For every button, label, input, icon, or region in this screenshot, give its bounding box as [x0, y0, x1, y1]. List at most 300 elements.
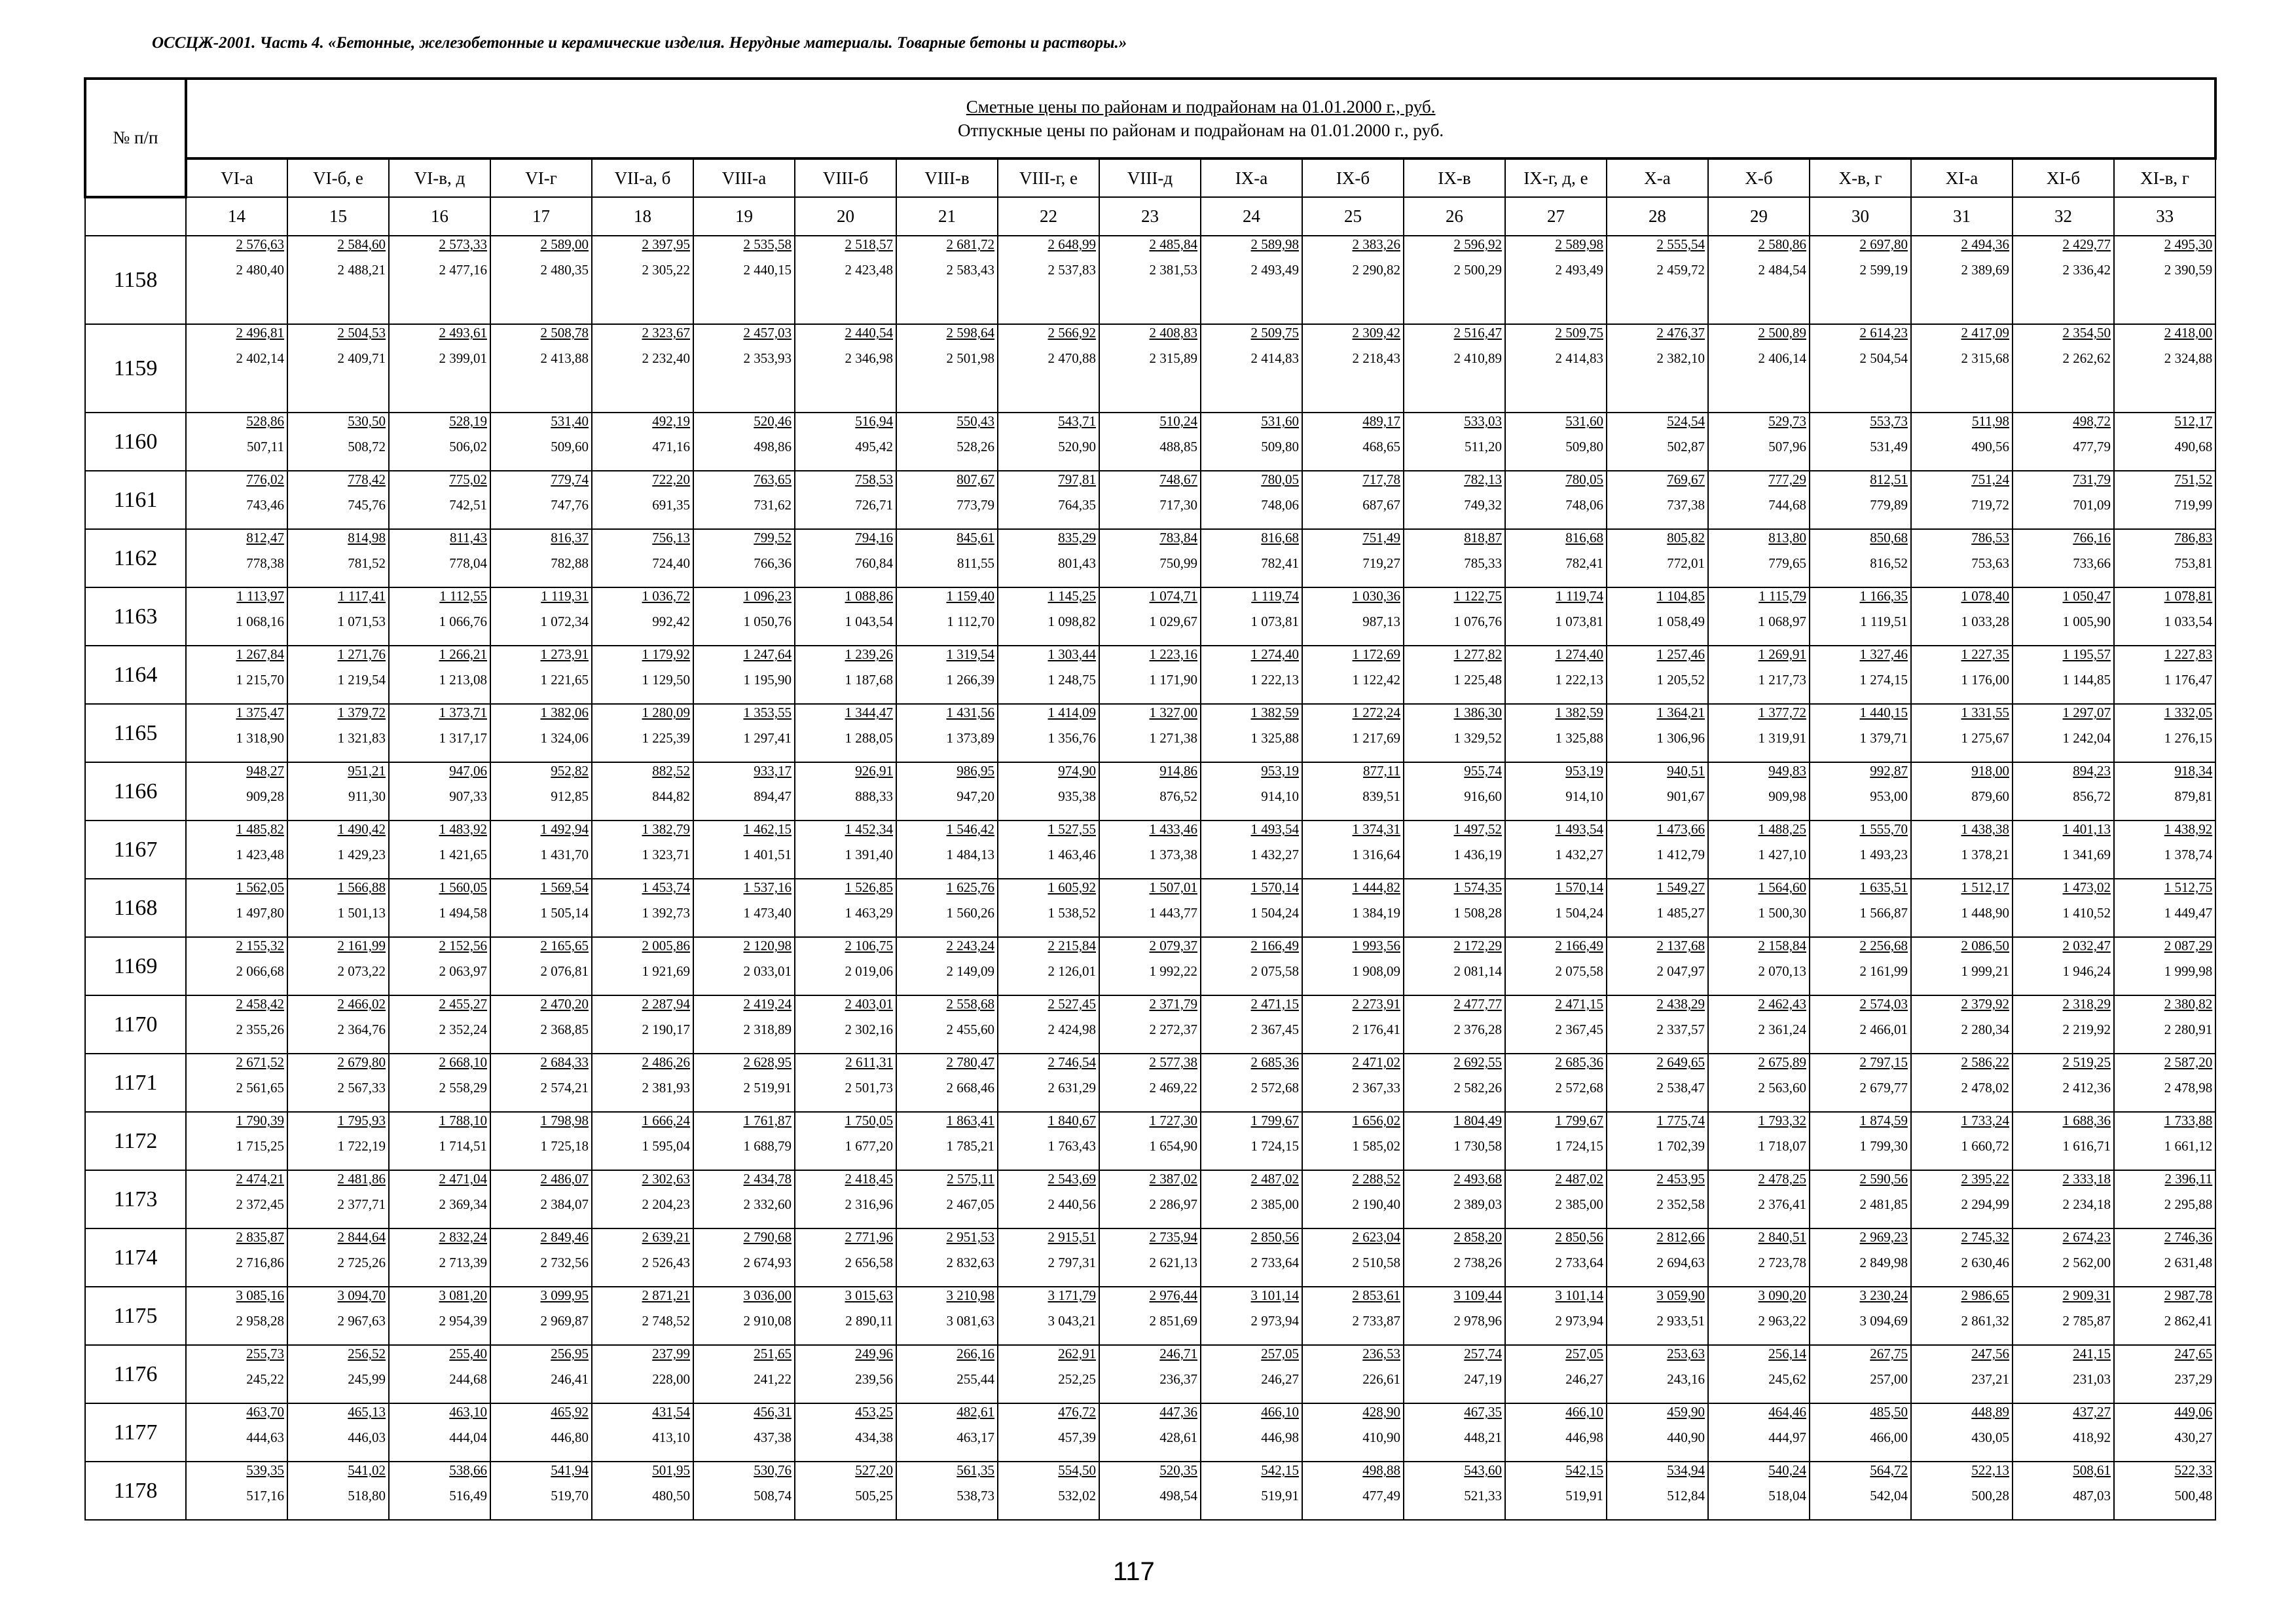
price-cell: [1607, 236, 1708, 324]
column-number: 26: [1404, 197, 1505, 236]
price-cell: [896, 471, 998, 529]
estimated-price: 561,35: [957, 1462, 994, 1478]
release-price: 1 144,85: [2062, 672, 2111, 688]
price-cell: [1708, 762, 1810, 821]
estimated-price: 1 570,14: [1250, 879, 1299, 895]
release-price: 2 537,83: [1048, 262, 1096, 278]
price-cell: [896, 236, 998, 324]
release-price: 444,97: [1768, 1430, 1806, 1445]
estimated-price: 940,51: [1667, 763, 1705, 779]
release-price: 1 356,76: [1048, 730, 1096, 746]
price-cell: [998, 587, 1099, 646]
estimated-price: 492,19: [652, 413, 690, 429]
estimated-price: 2 566,92: [1048, 325, 1096, 341]
release-price: 1 401,51: [743, 847, 792, 862]
release-price: 909,98: [1768, 788, 1806, 804]
release-price: 2 572,68: [1555, 1080, 1603, 1096]
estimated-price: 2 844,64: [337, 1229, 386, 1245]
estimated-price: 1 030,36: [1352, 588, 1400, 604]
price-cell: [287, 1287, 389, 1345]
estimated-price: 512,17: [2174, 413, 2213, 429]
estimated-price: 1 492,94: [540, 821, 589, 837]
row-number: 1165: [85, 704, 186, 762]
release-price: 519,91: [1261, 1488, 1299, 1504]
estimated-price: 2 576,63: [236, 236, 284, 252]
release-price: 516,49: [449, 1488, 487, 1504]
estimated-price: 756,13: [652, 530, 690, 545]
estimated-price: 2 858,20: [1453, 1229, 1502, 1245]
price-cell: [592, 937, 693, 995]
release-price: 2 459,72: [1656, 262, 1705, 278]
release-price: 844,82: [652, 788, 690, 804]
release-price: 749,32: [1464, 497, 1502, 513]
estimated-price: 2 087,29: [2164, 938, 2213, 953]
price-cell: [896, 1112, 998, 1170]
release-price: 2 733,64: [1555, 1255, 1603, 1270]
release-price: 2 954,39: [439, 1313, 487, 1329]
release-price: 2 367,45: [1555, 1022, 1603, 1037]
release-price: 446,03: [348, 1430, 386, 1445]
release-price: 1 222,13: [1250, 672, 1299, 688]
release-price: 2 076,81: [540, 963, 589, 979]
release-price: 1 538,52: [1048, 905, 1096, 921]
release-price: 879,60: [1971, 788, 2009, 804]
release-price: 509,80: [1565, 439, 1603, 454]
price-cell: [287, 587, 389, 646]
release-price: 2 390,59: [2164, 262, 2213, 278]
estimated-price: 448,89: [1971, 1404, 2009, 1420]
release-price: 2 748,52: [642, 1313, 690, 1329]
release-price: 477,49: [1362, 1488, 1400, 1504]
price-cell: [2013, 821, 2114, 879]
row-number: 1166: [85, 762, 186, 821]
estimated-price: 2 850,56: [1555, 1229, 1603, 1245]
estimated-price: 2 519,25: [2062, 1054, 2111, 1070]
estimated-price: 2 840,51: [1758, 1229, 1806, 1245]
table-row: [85, 413, 2215, 471]
estimated-price: 1 227,35: [1961, 646, 2009, 662]
price-cell: [186, 821, 287, 879]
price-cell: [2013, 995, 2114, 1054]
region-header: VIII-г, е: [998, 158, 1099, 197]
estimated-price: 2 543,69: [1048, 1171, 1096, 1187]
estimated-price: 2 681,72: [946, 236, 994, 252]
estimated-price: 1 274,40: [1555, 646, 1603, 662]
estimated-price: 1 036,72: [642, 588, 690, 604]
price-cell: [1911, 587, 2013, 646]
price-cell: [2013, 937, 2114, 995]
estimated-price: 1 493,54: [1555, 821, 1603, 837]
release-price: 2 674,93: [743, 1255, 792, 1270]
release-price: 779,65: [1768, 555, 1806, 571]
estimated-price: 262,91: [1058, 1346, 1096, 1361]
estimated-price: 2 288,52: [1352, 1171, 1400, 1187]
estimated-price: 485,50: [1870, 1404, 1908, 1420]
release-price: 520,90: [1058, 439, 1096, 454]
estimated-prices-title: Сметные цены по районам и подрайонам на 01.01.2000 г., руб.: [966, 97, 1436, 117]
release-price: 1 271,38: [1149, 730, 1197, 746]
estimated-price: 2 155,32: [236, 938, 284, 953]
release-price: 1 421,65: [439, 847, 487, 862]
estimated-price: 543,71: [1058, 413, 1096, 429]
release-price: 1 378,21: [1961, 847, 2009, 862]
release-price: 811,55: [957, 555, 994, 571]
price-table: [84, 77, 2217, 1521]
estimated-price: 2 745,32: [1961, 1229, 2009, 1245]
estimated-price: 2 614,23: [1859, 325, 1908, 341]
estimated-price: 1 119,74: [1556, 588, 1603, 604]
estimated-price: 1 122,75: [1453, 588, 1502, 604]
estimated-price: 1 795,93: [337, 1113, 386, 1128]
estimated-price: 2 684,33: [540, 1054, 589, 1070]
price-cell: [2013, 646, 2114, 704]
column-number: 20: [795, 197, 896, 236]
release-price: 766,36: [754, 555, 792, 571]
region-header: VIII-а: [693, 158, 795, 197]
estimated-price: 1 635,51: [1859, 879, 1908, 895]
estimated-price: 531,60: [1261, 413, 1299, 429]
estimated-price: 2 309,42: [1352, 325, 1400, 341]
region-header: VIII-в: [896, 158, 998, 197]
price-cell: [592, 1112, 693, 1170]
price-cell: [1607, 762, 1708, 821]
estimated-price: 1 382,59: [1250, 705, 1299, 720]
price-cell: [1404, 1345, 1505, 1403]
price-cell: [1505, 704, 1607, 762]
price-cell: [693, 236, 795, 324]
estimated-price: 3 230,24: [1859, 1287, 1908, 1303]
price-cell: [2013, 1462, 2114, 1520]
release-price: 1 429,23: [337, 847, 386, 862]
estimated-price: 2 086,50: [1961, 938, 2009, 953]
estimated-price: 914,86: [1159, 763, 1197, 779]
price-cell: [1911, 704, 2013, 762]
price-cell: [693, 587, 795, 646]
estimated-price: 2 471,02: [1352, 1054, 1400, 1070]
region-header: X-б: [1708, 158, 1810, 197]
estimated-price: 247,65: [2174, 1346, 2213, 1361]
release-price: 856,72: [2073, 788, 2111, 804]
price-cell: [2114, 236, 2215, 324]
price-cell: [1708, 821, 1810, 879]
price-cell: [1099, 879, 1201, 937]
price-cell: [1302, 1403, 1404, 1462]
table-row: [85, 995, 2215, 1054]
release-price: 239,56: [855, 1371, 893, 1387]
estimated-price: 1 453,74: [642, 879, 690, 895]
estimated-price: 251,65: [754, 1346, 792, 1361]
release-price: 785,33: [1464, 555, 1502, 571]
estimated-price: 542,15: [1565, 1462, 1603, 1478]
estimated-price: 1 195,57: [2062, 646, 2111, 662]
estimated-price: 2 668,10: [439, 1054, 487, 1070]
release-price: 2 797,31: [1048, 1255, 1096, 1270]
column-number: 24: [1201, 197, 1302, 236]
price-cell: [795, 587, 896, 646]
price-cell: [998, 413, 1099, 471]
release-price: 1 319,91: [1758, 730, 1806, 746]
release-price: 1 373,38: [1149, 847, 1197, 862]
release-price: 1 306,96: [1656, 730, 1705, 746]
price-cell: [693, 1054, 795, 1112]
price-cell: [1404, 1054, 1505, 1112]
estimated-price: 1 804,49: [1453, 1113, 1502, 1128]
release-price: 2 668,46: [946, 1080, 994, 1096]
release-price: 2 414,83: [1250, 350, 1299, 366]
estimated-price: 918,00: [1971, 763, 2009, 779]
release-price: 430,05: [1971, 1430, 2009, 1445]
estimated-price: 2 243,24: [946, 938, 994, 953]
release-price: 2 599,19: [1859, 262, 1908, 278]
estimated-price: 1 433,46: [1149, 821, 1197, 837]
price-cell: [1302, 1287, 1404, 1345]
price-cell: [287, 704, 389, 762]
price-cell: [389, 1170, 490, 1228]
release-price: 1 595,04: [642, 1138, 690, 1154]
release-price: 719,72: [1971, 497, 2009, 513]
release-price: 778,38: [246, 555, 284, 571]
price-cell: [2114, 413, 2215, 471]
release-price: 2 493,49: [1250, 262, 1299, 278]
release-price: 2 694,63: [1656, 1255, 1705, 1270]
estimated-price: 2 649,65: [1656, 1054, 1705, 1070]
table-row: [85, 471, 2215, 529]
release-price: 2 410,89: [1453, 350, 1502, 366]
estimated-price: 2 215,84: [1048, 938, 1096, 953]
price-cell: [1911, 879, 2013, 937]
table-row: [85, 1054, 2215, 1112]
price-cell: [389, 1228, 490, 1287]
release-price: 1 068,97: [1758, 614, 1806, 629]
estimated-price: 949,83: [1768, 763, 1806, 779]
price-cell: [389, 1287, 490, 1345]
price-cell: [1810, 937, 1911, 995]
estimated-price: 3 094,70: [337, 1287, 386, 1303]
estimated-price: 2 387,02: [1149, 1171, 1197, 1187]
price-cell: [998, 1054, 1099, 1112]
estimated-price: 2 457,03: [743, 325, 792, 341]
release-price: 2 336,42: [2062, 262, 2111, 278]
estimated-price: 2 587,20: [2164, 1054, 2213, 1070]
release-price: 2 963,22: [1758, 1313, 1806, 1329]
column-number-row: [85, 197, 2215, 236]
estimated-price: 2 106,75: [845, 938, 893, 953]
release-price: 2 510,58: [1352, 1255, 1400, 1270]
price-cell: [287, 413, 389, 471]
release-price: 753,63: [1971, 555, 2009, 571]
estimated-price: 1 493,54: [1250, 821, 1299, 837]
estimated-price: 2 574,03: [1859, 996, 1908, 1012]
estimated-price: 2 032,47: [2062, 938, 2111, 953]
release-price: 2 066,68: [236, 963, 284, 979]
price-cell: [1607, 704, 1708, 762]
estimated-price: 541,02: [348, 1462, 386, 1478]
price-cell: [1607, 646, 1708, 704]
estimated-price: 482,61: [957, 1404, 994, 1420]
estimated-price: 775,02: [449, 471, 487, 487]
price-cell: [998, 646, 1099, 704]
price-cell: [490, 646, 592, 704]
release-price: 1 176,47: [2164, 672, 2213, 688]
release-price: 1 225,48: [1453, 672, 1502, 688]
release-price: 1 248,75: [1048, 672, 1096, 688]
price-cell: [1708, 1462, 1810, 1520]
release-price: 2 337,57: [1656, 1022, 1705, 1037]
price-cell: [1810, 236, 1911, 324]
release-price: 1 072,34: [540, 614, 589, 629]
estimated-price: 3 109,44: [1453, 1287, 1502, 1303]
price-cell: [1810, 1462, 1911, 1520]
estimated-price: 2 287,94: [642, 996, 690, 1012]
price-cell: [1302, 879, 1404, 937]
release-price: 2 385,00: [1555, 1196, 1603, 1212]
release-price: 2 033,01: [743, 963, 792, 979]
price-cell: [1607, 587, 1708, 646]
price-cell: [1099, 529, 1201, 587]
estimated-price: 522,13: [1971, 1462, 2009, 1478]
price-cell: [1505, 1345, 1607, 1403]
estimated-price: 1 115,79: [1758, 588, 1806, 604]
release-price: 2 582,26: [1453, 1080, 1502, 1096]
estimated-price: 1 269,91: [1758, 646, 1806, 662]
estimated-price: 1 379,72: [337, 705, 386, 720]
price-cell: [1201, 1112, 1302, 1170]
estimated-price: 2 623,04: [1352, 1229, 1400, 1245]
estimated-price: 2 812,66: [1656, 1229, 1705, 1245]
estimated-price: 520,46: [754, 413, 792, 429]
price-cell: [186, 1054, 287, 1112]
estimated-price: 1 386,30: [1453, 705, 1502, 720]
release-price: 935,38: [1058, 788, 1096, 804]
estimated-price: 1 271,76: [337, 646, 386, 662]
price-cell: [2114, 937, 2215, 995]
release-price: 907,33: [449, 788, 487, 804]
price-cell: [1911, 1170, 2013, 1228]
estimated-price: 812,47: [246, 530, 284, 545]
release-price: 816,52: [1870, 555, 1908, 571]
estimated-price: 1 303,44: [1048, 646, 1096, 662]
release-price: 748,06: [1261, 497, 1299, 513]
price-cell: [795, 646, 896, 704]
release-price: 2 332,60: [743, 1196, 792, 1212]
estimated-price: 1 438,38: [1961, 821, 2009, 837]
price-cell: [186, 762, 287, 821]
region-header: XI-в, г: [2114, 158, 2215, 197]
release-price: 1 222,13: [1555, 672, 1603, 688]
release-price: 772,01: [1667, 555, 1705, 571]
estimated-price: 2 417,09: [1961, 325, 2009, 341]
price-cell: [896, 1054, 998, 1112]
estimated-price: 1 078,40: [1961, 588, 2009, 604]
release-price: 3 094,69: [1859, 1313, 1908, 1329]
region-header: VI-б, е: [287, 158, 389, 197]
estimated-price: 1 790,39: [236, 1113, 284, 1128]
release-price: 2 352,58: [1656, 1196, 1705, 1212]
release-price: 1 288,05: [845, 730, 893, 746]
price-cell: [693, 1462, 795, 1520]
release-price: 245,22: [246, 1371, 284, 1387]
release-price: 2 481,85: [1859, 1196, 1908, 1212]
release-price: 2 385,00: [1250, 1196, 1299, 1212]
column-number: 17: [490, 197, 592, 236]
estimated-price: 1 273,91: [540, 646, 589, 662]
estimated-price: 1 377,72: [1758, 705, 1806, 720]
release-price: 1 412,79: [1656, 847, 1705, 862]
estimated-price: 1 267,84: [236, 646, 284, 662]
estimated-price: 2 395,22: [1961, 1171, 2009, 1187]
price-cell: [490, 704, 592, 762]
release-price: 1 392,73: [642, 905, 690, 921]
estimated-price: 453,25: [855, 1404, 893, 1420]
release-price: 480,50: [652, 1488, 690, 1504]
release-price: 506,02: [449, 439, 487, 454]
price-cell: [1302, 995, 1404, 1054]
release-price: 444,63: [246, 1430, 284, 1445]
estimated-price: 2 969,23: [1859, 1229, 1908, 1245]
estimated-price: 835,29: [1058, 530, 1096, 545]
price-cell: [795, 1112, 896, 1170]
price-cell: [795, 1228, 896, 1287]
release-price: 517,16: [246, 1488, 284, 1504]
estimated-price: 1 549,27: [1656, 879, 1705, 895]
release-price: 747,76: [551, 497, 589, 513]
release-price: 2 070,13: [1758, 963, 1806, 979]
release-price: 521,33: [1464, 1488, 1502, 1504]
release-price: 1 029,67: [1149, 614, 1197, 629]
release-price: 1 217,69: [1352, 730, 1400, 746]
price-cell: [1505, 1287, 1607, 1345]
estimated-price: 1 353,55: [743, 705, 792, 720]
release-price: 2 469,22: [1149, 1080, 1197, 1096]
column-number: 25: [1302, 197, 1404, 236]
region-header-row: [85, 158, 2215, 197]
estimated-price: 2 273,91: [1352, 996, 1400, 1012]
estimated-price: 1 688,36: [2062, 1113, 2111, 1128]
estimated-price: 1 497,52: [1453, 821, 1502, 837]
estimated-price: 816,37: [551, 530, 589, 545]
price-cell: [1911, 995, 2013, 1054]
price-cell: [592, 1287, 693, 1345]
release-price: 737,38: [1667, 497, 1705, 513]
table-row: [85, 1287, 2215, 1345]
price-cell: [998, 1462, 1099, 1520]
price-cell: [389, 821, 490, 879]
price-cell: [490, 1228, 592, 1287]
release-price: 2 377,71: [337, 1196, 386, 1212]
estimated-price: 1 166,35: [1859, 588, 1908, 604]
price-cell: [2114, 1112, 2215, 1170]
estimated-price: 2 434,78: [743, 1171, 792, 1187]
release-price: 879,81: [2174, 788, 2213, 804]
estimated-price: 2 466,02: [337, 996, 386, 1012]
release-price: 2 381,93: [642, 1080, 690, 1096]
estimated-price: 2 486,26: [642, 1054, 690, 1070]
price-cell: [1708, 529, 1810, 587]
release-price: 1 316,64: [1352, 847, 1400, 862]
price-cell: [2013, 1170, 2114, 1228]
release-price: 2 716,86: [236, 1255, 284, 1270]
price-cell: [795, 1345, 896, 1403]
estimated-price: 464,46: [1768, 1404, 1806, 1420]
estimated-price: 780,05: [1261, 471, 1299, 487]
estimated-price: 543,60: [1464, 1462, 1502, 1478]
price-cell: [2114, 529, 2215, 587]
table-row: [85, 587, 2215, 646]
estimated-price: 2 172,29: [1453, 938, 1502, 953]
estimated-price: 528,86: [246, 413, 284, 429]
price-cell: [1810, 471, 1911, 529]
price-cell: [896, 937, 998, 995]
